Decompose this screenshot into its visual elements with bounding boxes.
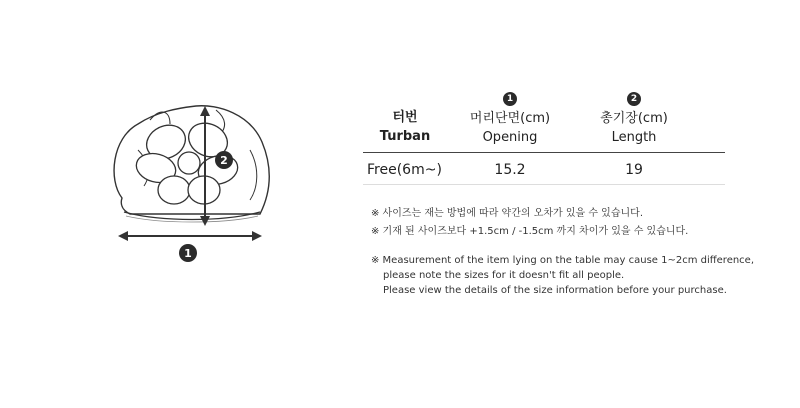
- notes-korean: [371, 206, 688, 239]
- note-kr-2: ※ 기재 된 사이즈보다 +1.5cm / -1.5cm 까지 차이가 있을 수 있습니다.: [371, 226, 689, 237]
- length-marker-label: 2: [220, 154, 228, 167]
- width-arrow: [118, 231, 262, 241]
- header-opening: [462, 86, 558, 147]
- width-marker-label: 1: [184, 247, 192, 260]
- row-length: 19: [625, 162, 643, 178]
- length-badge-icon: 2: [627, 92, 641, 106]
- row-size: Free(6m~): [367, 162, 442, 178]
- header-opening-en: Opening: [482, 130, 538, 145]
- turban-illustration: [100, 90, 280, 270]
- header-length-kr: 총기장(cm): [600, 111, 668, 126]
- table-header-rule: [363, 152, 725, 153]
- table-bottom-rule: [363, 184, 725, 185]
- header-length-en: Length: [611, 130, 657, 145]
- turban-brim: [124, 212, 260, 220]
- note-en-3: Please view the details of the size information before your purchase.: [383, 285, 727, 296]
- opening-badge-icon: 1: [503, 92, 517, 106]
- header-turban-en: Turban: [379, 129, 431, 144]
- header-turban-kr: 터번: [392, 110, 418, 125]
- notes-english: [371, 253, 754, 298]
- row-opening: 15.2: [494, 162, 526, 178]
- header-length: [584, 86, 684, 147]
- header-opening-kr: 머리단면(cm): [469, 111, 551, 126]
- note-kr-1: ※ 사이즈는 재는 방법에 따라 약간의 오차가 있을 수 있습니다.: [371, 208, 644, 219]
- header-turban: [370, 108, 440, 146]
- note-en-2: please note the sizes for it doesn't fit all people.: [383, 270, 625, 281]
- note-en-1: ※ Measurement of the item lying on the table may cause 1~2cm difference,: [371, 255, 755, 266]
